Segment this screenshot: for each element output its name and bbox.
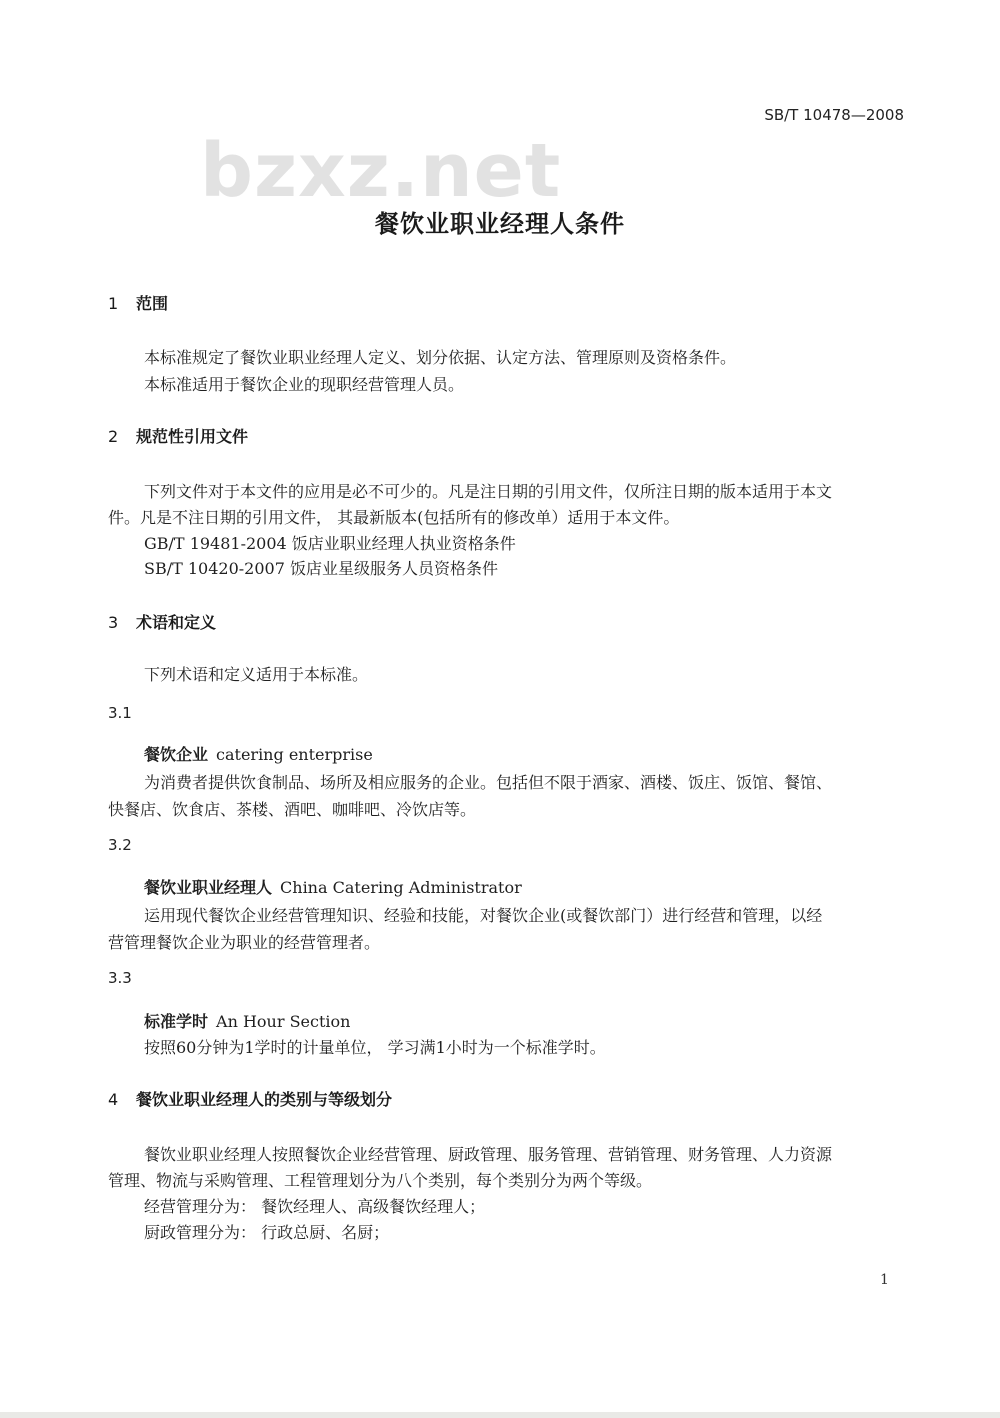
section-title: 规范性引用文件: [136, 427, 249, 446]
paragraph-line: 本标准适用于餐饮企业的现职经营管理人员。: [144, 375, 465, 394]
paragraph-line: 下列文件对于本文件的应用是必不可少的。凡是注日期的引用文件，仅所注日期的版本适用于本文: [144, 482, 833, 501]
section-number: 2: [108, 427, 119, 446]
term-chinese: 标准学时: [144, 1012, 209, 1031]
watermark: bzxz.net: [200, 128, 562, 214]
subsection-number: 3.3: [108, 969, 132, 987]
document-title: 餐饮业职业经理人条件: [375, 210, 625, 238]
definition-line: 为消费者提供饮食制品、场所及相应服务的企业。包括但不限于酒家、酒楼、饭庄、饭馆、餐馆、: [144, 773, 833, 792]
term-chinese: 餐饮业职业经理人: [144, 878, 273, 897]
paragraph-line: 餐饮业职业经理人按照餐饮企业经营管理、厨政管理、服务管理、营销管理、财务管理、人力资源: [144, 1145, 833, 1164]
paragraph-line: 件。凡是不注日期的引用文件， 其最新版本(包括所有的修改单）适用于本文件。: [108, 508, 680, 527]
section-number: 1: [108, 294, 119, 313]
paragraph-line: 下列术语和定义适用于本标准。: [144, 665, 369, 684]
term-line: [144, 875, 522, 898]
section-number: 4: [108, 1090, 119, 1109]
term-chinese: 餐饮企业: [144, 745, 209, 764]
definition-line: 按照60分钟为1学时的计量单位， 学习满1小时为一个标准学时。: [144, 1038, 606, 1057]
paragraph-line: 本标准规定了餐饮业职业经理人定义、划分依据、认定方法、管理原则及资格条件。: [144, 348, 737, 367]
paragraph-line: 管理、物流与采购管理、工程管理划分为八个类别，每个类别分为两个等级。: [108, 1171, 653, 1190]
definition-line: 运用现代餐饮企业经营管理知识、经验和技能，对餐饮企业(或餐饮部门）进行经营和管理，以经: [144, 906, 823, 925]
section-title: 术语和定义: [136, 613, 217, 632]
term-english: catering enterprise: [216, 745, 373, 764]
page-number: 1: [880, 1272, 889, 1288]
section-heading-categories: [108, 1087, 392, 1110]
section-number: 3: [108, 613, 119, 632]
subsection-number: 3.1: [108, 704, 132, 722]
subsection-number: 3.2: [108, 836, 132, 854]
category-line: 经营管理分为： 餐饮经理人、高级餐饮经理人；: [144, 1197, 486, 1216]
section-heading-scope: [108, 291, 168, 314]
term-line: [144, 742, 373, 765]
term-line: [144, 1009, 350, 1032]
standard-code: SB/T 10478—2008: [764, 106, 904, 124]
definition-line: 快餐店、饮食店、茶楼、酒吧、咖啡吧、冷饮店等。: [108, 800, 477, 819]
category-line: 厨政管理分为： 行政总厨、名厨；: [144, 1223, 390, 1242]
page-bottom-edge: [0, 1412, 1000, 1418]
section-heading-terms: [108, 610, 216, 633]
section-title: 范围: [136, 294, 169, 313]
reference-item: SB/T 10420-2007 饭店业星级服务人员资格条件: [144, 559, 498, 578]
section-title: 餐饮业职业经理人的类别与等级划分: [136, 1090, 393, 1109]
definition-line: 营管理餐饮企业为职业的经营管理者。: [108, 933, 381, 952]
term-english: An Hour Section: [216, 1012, 351, 1031]
reference-item: GB/T 19481-2004 饭店业职业经理人执业资格条件: [144, 534, 516, 553]
section-heading-normative-references: [108, 424, 248, 447]
term-english: China Catering Administrator: [280, 878, 522, 897]
